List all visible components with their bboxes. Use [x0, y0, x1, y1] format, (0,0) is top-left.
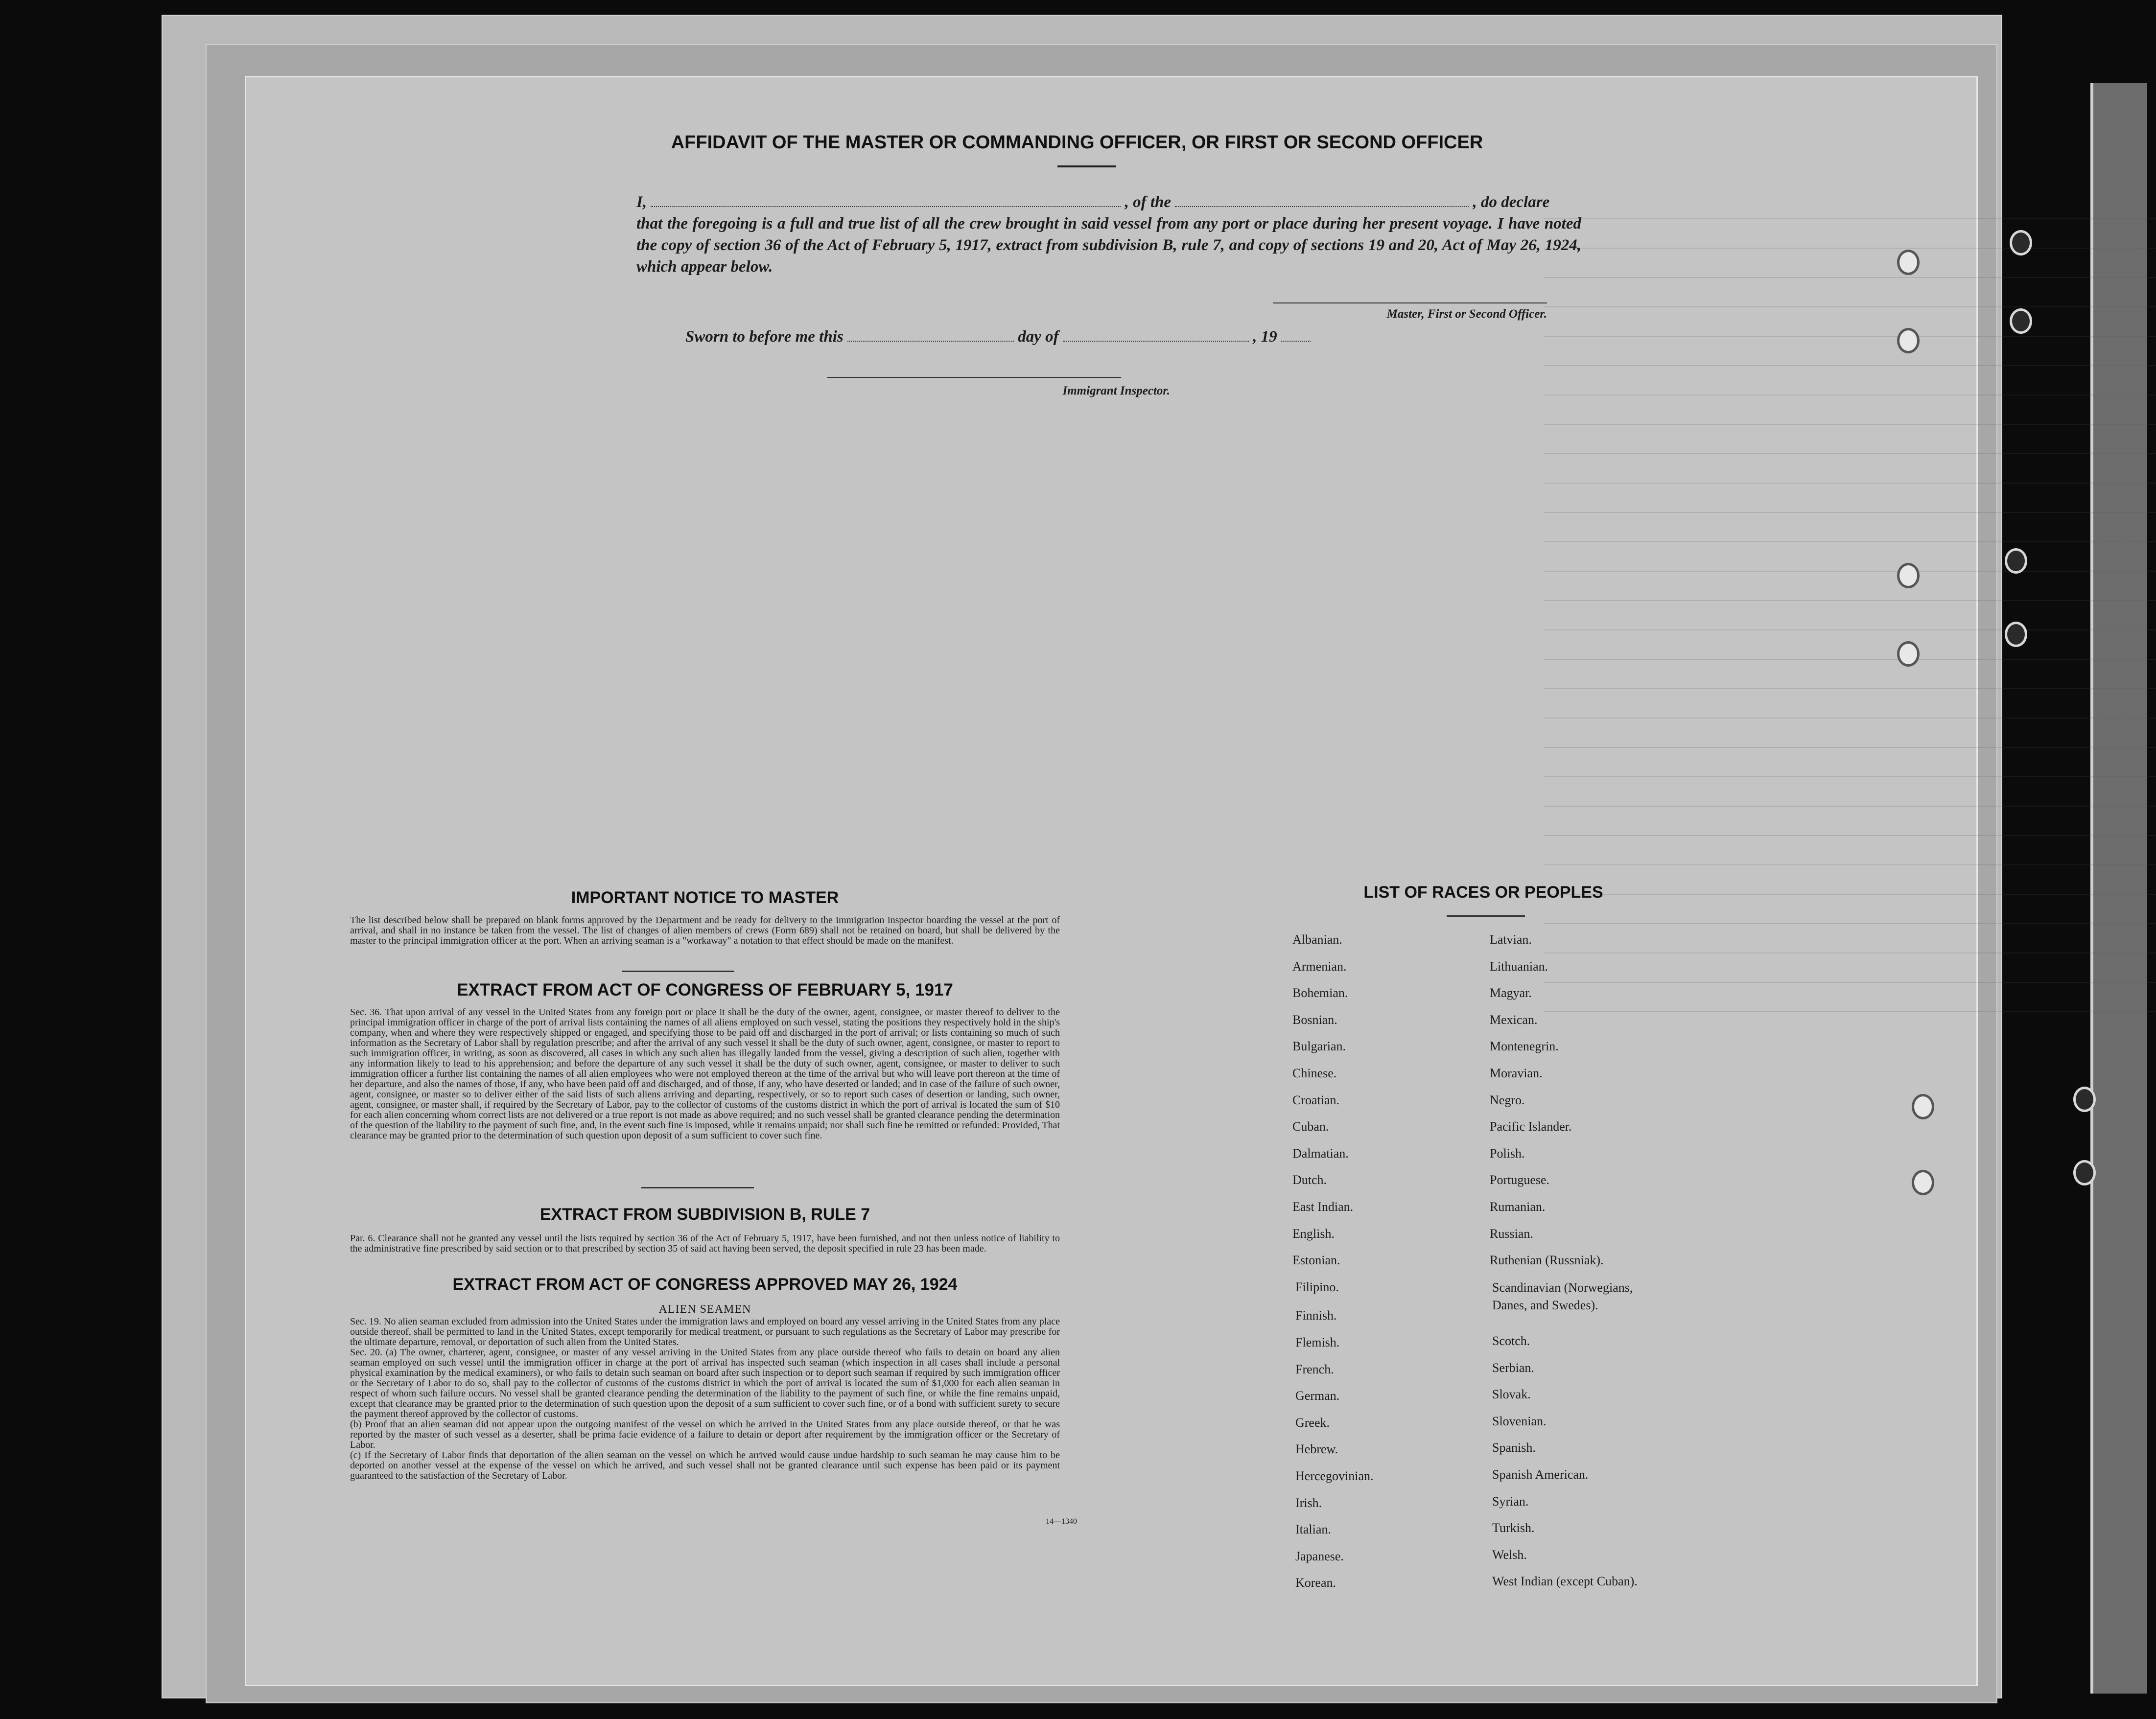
binder-hole: [1912, 1094, 1934, 1119]
race-item: Slovenian.: [1492, 1414, 1547, 1428]
divider: [622, 971, 734, 972]
race-item: Bosnian.: [1292, 1012, 1337, 1027]
race-item: Mexican.: [1490, 1012, 1538, 1027]
binder-hole: [1912, 1170, 1934, 1195]
race-item: Welsh.: [1492, 1547, 1527, 1562]
sec20a-text: Sec. 20. (a) The owner, charterer, agent, consignee, or master of any vessel arriving in the United States from any place outside thereof who fails to detain on board any alien seaman employed on such vessel until the immigration officer in charge at the port of arrival has inspected such seaman (which inspection in all cases shall include a personal physical examination by the medical examiners), or who fails to detain such seaman on board after such inspection or to deport such seaman if required by such immigration officer or the Secretary of Labor to do so, shall pay to the collector of customs of the customs district in which the port of arrival is located the sum of $1,000 for each alien seaman in respect of whom such failure occurs. No vessel shall be granted clearance pending the determination of the liability to the payment of such fine, or while the fine remains unpaid, except that clearance may be granted prior to the determination of such question upon the deposit of a sum sufficient to cover such fine, or of a bond with sufficient surety to secure the payment thereof approved by the collector of customs.: [350, 1347, 1060, 1419]
binder-hole: [2010, 308, 2032, 334]
race-item: Italian.: [1295, 1522, 1331, 1537]
race-item: Rumanian.: [1490, 1200, 1546, 1214]
sworn-day-blank[interactable]: [847, 341, 1014, 342]
race-item: Bulgarian.: [1292, 1039, 1346, 1054]
race-item: Scandinavian (Norwegians, Danes, and Swedes).: [1492, 1280, 1633, 1312]
race-item: Polish.: [1490, 1146, 1525, 1161]
sec20c-text: (c) If the Secretary of Labor finds that deportation of the alien seaman on the vessel on which he arrived would cause undue hardship to such seaman he may cause him to be deported on another vessel at the expense of the vessel on which he arrived, and such vessel shall not be granted clearance until such expense has been paid or its payment guaranteed to the satisfaction of the Secretary of Labor.: [350, 1450, 1060, 1481]
race-item: East Indian.: [1292, 1200, 1354, 1214]
sworn-month-blank[interactable]: [1063, 341, 1249, 342]
race-item: Greek.: [1295, 1415, 1330, 1430]
alien-seamen-subtitle: ALIEN SEAMEN: [658, 1303, 751, 1316]
extract-1924-title: EXTRACT FROM ACT OF CONGRESS APPROVED MAY 26, 1924: [452, 1275, 958, 1294]
sworn-line: [685, 328, 1371, 346]
of-the-text: , of the: [1125, 193, 1172, 211]
rule7-title: EXTRACT FROM SUBDIVISION B, RULE 7: [539, 1205, 870, 1224]
signature-label: Master, First or Second Officer.: [1386, 307, 1547, 321]
race-item: Flemish.: [1295, 1335, 1340, 1349]
title-underline: [1057, 165, 1116, 167]
race-item: Dutch.: [1292, 1173, 1327, 1187]
binder-hole: [1897, 328, 1920, 353]
notice-body: The list described below shall be prepared on blank forms approved by the Department and be ready for delivery to the immigration inspector boarding the vessel at the port of arrival, and shall in no instance be taken from the vessel. The list of changes of alien members of crews (Form 689) shall not be retained on board, but shall be delivered by the master to the principal immigration officer at the port. When an arriving seaman is a "workaway" a notation to that effect should be made on the manifest.: [350, 915, 1060, 946]
sec19-text: Sec. 19. No alien seaman excluded from admission into the United States under the immigration laws and employed on board any vessel arriving in the United States from any place outside thereof, shall be permitted to land in the United States, except temporarily for medical treatment, or pursuant to such regulations as the Secretary of Labor may prescribe for the ultimate departure, removal, or deportation of such alien from the United States.: [350, 1316, 1060, 1347]
race-item: Finnish.: [1295, 1308, 1337, 1323]
races-title-underline: [1447, 915, 1525, 917]
races-title: LIST OF RACES OR PEOPLES: [1363, 883, 1603, 902]
race-item: Estonian.: [1292, 1253, 1340, 1268]
extract-1924-body: [350, 1317, 1060, 1481]
race-item: Filipino.: [1295, 1279, 1339, 1294]
inspector-signature-line[interactable]: [827, 377, 1121, 378]
race-item: French.: [1295, 1362, 1334, 1376]
race-item: English.: [1292, 1226, 1335, 1241]
race-item: Moravian.: [1490, 1066, 1543, 1080]
race-item: Turkish.: [1492, 1521, 1535, 1535]
race-item: Croatian.: [1292, 1092, 1340, 1107]
binder-hole: [1897, 250, 1920, 275]
inspector-label: Immigrant Inspector.: [1062, 384, 1170, 397]
race-item: Latvian.: [1490, 932, 1532, 947]
race-item: Portuguese.: [1490, 1173, 1550, 1187]
form-number: 14—1340: [1046, 1517, 1077, 1526]
race-item: Lithuanian.: [1490, 959, 1548, 974]
do-declare-text: , do declare: [1473, 193, 1550, 211]
year-prefix: , 19: [1253, 328, 1277, 346]
race-item: Serbian.: [1492, 1360, 1534, 1375]
divider: [641, 1187, 754, 1188]
extract-1917-title: EXTRACT FROM ACT OF CONGRESS OF FEBRUARY 5, 1917: [457, 980, 953, 999]
race-item: Spanish American.: [1492, 1467, 1589, 1482]
sworn-year-blank[interactable]: [1281, 341, 1311, 342]
race-item: Hercegovinian.: [1295, 1469, 1374, 1483]
binder-hole: [2073, 1087, 2096, 1112]
binder-hole: [2073, 1160, 2096, 1185]
race-item: Scotch.: [1492, 1334, 1530, 1348]
race-item: Spanish.: [1492, 1440, 1536, 1455]
race-item: Japanese.: [1295, 1549, 1344, 1563]
binder-hole: [1897, 641, 1920, 667]
affidavit-declaration: that the foregoing is a full and true list of all the crew brought in said vessel from any port or place during her present voyage. I have noted the copy of section 36 of the Act of February 5, 1917, extract from subdivision B, rule 7, and copy of sections 19 and 20, Act of May 26, 1924, which appear below.: [636, 215, 1581, 276]
race-item: Albanian.: [1292, 932, 1342, 947]
binder-hole: [1897, 563, 1920, 588]
race-item: West Indian (except Cuban).: [1492, 1574, 1638, 1589]
affidavit-first-line: [636, 193, 1567, 211]
binder-hole: [2005, 622, 2027, 647]
race-item: Bohemian.: [1292, 986, 1348, 1000]
sec20b-text: (b) Proof that an alien seaman did not appear upon the outgoing manifest of the vessel on which he arrived in the United States from any place outside thereof, or that he was reported by the master of such vessel as a deserter, shall be prima facie evidence of a failure to detain or deport after requirement by the immigration officer or the Secretary of Labor.: [350, 1419, 1060, 1450]
race-item: Negro.: [1490, 1092, 1525, 1107]
extract-1917-body: Sec. 36. That upon arrival of any vessel in the United States from any foreign port or place it shall be the duty of the owner, agent, consignee, or master thereof to deliver to the principal immigration officer in charge of the port of arrival lists containing the names of all aliens employed on such vessel, stating the positions they respectively hold in the ship's company, when and where they were respectively shipped or engaged, and specifying those to be paid off and discharged in the port of arrival; or lists containing so much of such information as the Secretary of Labor shall by regulation prescribe; and after the arrival of any such vessel it shall be the duty of such owner, agent, consignee, or master to report to such immigration officer, in writing, as soon as discovered, all cases in which any such alien has illegally landed from the vessel, giving a description of such alien, together with any information likely to lead to his apprehension; and before the departure of any such vessel it shall be the duty of such owner, agent, consignee, or master to deliver to such immigration officer a further list containing the names of all alien employees who were not employed thereon at the time of the arrival but who will leave port thereon at the time of her departure, and also the names of those, if any, who have been paid off and discharged, and of those, if any, who have deserted or landed; and in case of the failure of such owner, agent, consignee, or master so to deliver either of the said lists of such aliens arriving and departing, respectively, or so to report such cases of desertion or landing, such owner, agent, consignee, or master shall, if required by the Secretary of Labor, pay to the collector of customs of the customs district in which the port of arrival is located the sum of $10 for each alien concerning whom correct lists are not delivered or a true report is not made as above required; and no such vessel shall be granted clearance pending the determination of the question of the liability to the payment of such fine, and, in the event such fine is imposed, while it remains unpaid; nor shall such fine be remitted or refunded: Provided, That clearance may be granted prior to the determination of such question upon deposit of a sum sufficient to cover such fine.: [350, 1007, 1060, 1141]
race-item: Russian.: [1490, 1226, 1533, 1241]
binder-hole: [2010, 230, 2032, 256]
binder-hole: [2005, 548, 2027, 574]
race-item: Korean.: [1295, 1576, 1336, 1590]
race-item: Dalmatian.: [1292, 1146, 1349, 1161]
rule7-body: Par. 6. Clearance shall not be granted any vessel until the lists required by section 36 of the Act of February 5, 1917, have been furnished, and not then unless notice of liability to the administrative fine prescribed by said section or to that prescribed by section 35 of said act having been served, the deposit specified in rule 23 has been made.: [350, 1233, 1060, 1254]
race-item: Ruthenian (Russniak).: [1490, 1253, 1604, 1268]
affidavit-title: AFFIDAVIT OF THE MASTER OR COMMANDING OFFICER, OR FIRST OR SECOND OFFICER: [671, 132, 1483, 153]
vessel-name-blank[interactable]: [1175, 206, 1469, 207]
race-item: Cuban.: [1292, 1119, 1329, 1134]
race-item: Armenian.: [1292, 959, 1347, 974]
day-of-text: day of: [1018, 328, 1059, 346]
race-item: Magyar.: [1490, 986, 1532, 1000]
signature-line[interactable]: [1273, 302, 1547, 303]
race-item: German.: [1295, 1389, 1340, 1403]
notice-title: IMPORTANT NOTICE TO MASTER: [571, 888, 839, 907]
race-item: Irish.: [1295, 1495, 1322, 1510]
race-item: Chinese.: [1292, 1066, 1337, 1080]
race-item: Slovak.: [1492, 1387, 1531, 1402]
race-item: Montenegrin.: [1490, 1039, 1559, 1054]
race-item: Syrian.: [1492, 1494, 1529, 1509]
i-prefix: I,: [636, 193, 647, 211]
sworn-prefix: Sworn to before me this: [685, 328, 844, 346]
race-item: Pacific Islander.: [1490, 1119, 1572, 1134]
officer-name-blank[interactable]: [651, 206, 1121, 207]
race-item: Hebrew.: [1295, 1442, 1338, 1457]
